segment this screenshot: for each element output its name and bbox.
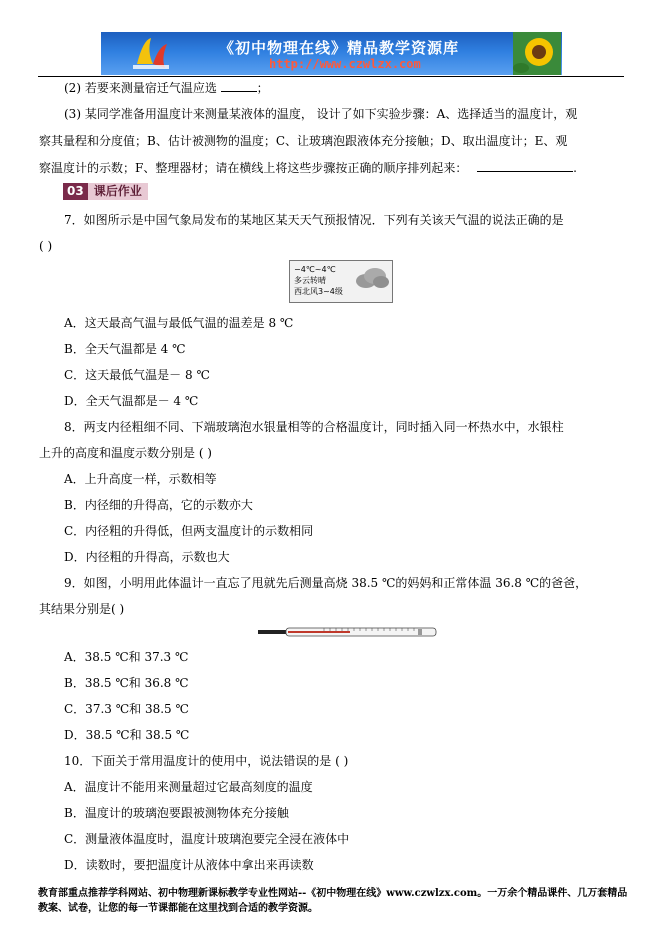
cloud-icon [354, 267, 390, 289]
option-8c[interactable]: C．内径粗的升得低，但两支温度计的示数相同 [64, 524, 314, 538]
question-7-paren: ( ) [39, 239, 53, 253]
banner-title: 《初中物理在线》精品教学资源库 [219, 39, 460, 57]
option-7a[interactable]: A．这天最高气温与最低气温的温差是 8 ℃ [64, 316, 294, 330]
question-8-stem-2: 上升的高度和温度示数分别是 ( ) [39, 446, 212, 460]
question-8-stem-1: 8．两支内径粗细不同、下端玻璃泡水银量相等的合格温度计，同时插入同一杯热水中，水银柱 [64, 420, 564, 434]
weather-desc: 多云转晴 [294, 276, 326, 285]
section-label: 课后作业 [88, 183, 148, 200]
option-10a[interactable]: A．温度计不能用来测量超过它最高刻度的温度 [64, 780, 313, 794]
option-10c[interactable]: C．测量液体温度时，温度计玻璃泡要完全浸在液体中 [64, 832, 350, 846]
question-9-stem-1: 9．如图，小明用此体温计一直忘了甩就先后测量高烧 38.5 ℃的妈妈和正常体温 36.8 ℃的爸爸， [64, 576, 588, 590]
option-8a[interactable]: A．上升高度一样，示数相等 [64, 472, 217, 486]
option-9b[interactable]: B．38.5 ℃和 36.8 ℃ [64, 676, 189, 690]
answer-blank-order[interactable] [477, 159, 573, 172]
sunflower-icon [513, 32, 561, 75]
question-3-line-2: 察其量程和分度值；B、估计被测物的温度；C、让玻璃泡跟液体充分接触；D、取出温度计；E、观 [39, 134, 568, 148]
weather-forecast-figure [289, 260, 393, 303]
option-7b[interactable]: B．全天气温都是 4 ℃ [64, 342, 186, 356]
question-3-line-1: (3) 某同学准备用温度计来测量某液体的温度， 设计了如下实验步骤：A、选择适当的温度计，观 [64, 107, 578, 121]
question-10-stem: 10．下面关于常用温度计的使用中，说法错误的是 ( ) [64, 754, 349, 768]
weather-wind: 西北风3~4级 [294, 287, 343, 296]
section-number: 03 [63, 183, 88, 200]
site-logo-icon [129, 34, 173, 74]
question-9-stem-2: 其结果分别是( ) [39, 602, 125, 616]
weather-temp: −4℃~4℃ [294, 265, 336, 274]
option-10d[interactable]: D．读数时，要把温度计从液体中拿出来再读数 [64, 858, 314, 872]
question-3-line-3: 察温度计的示数；F、整理器材；请在横线上将这些步骤按正确的顺序排列起来： . [39, 161, 577, 175]
option-7c[interactable]: C．这天最低气温是－ 8 ℃ [64, 368, 210, 382]
page-footer: 教育部重点推荐学科网站、初中物理新课标教学专业性网站--《初中物理在线》www.czwlzx.com。一万余个精品课件、几万套精品教案、试卷，让您的每一节课都能在这里找到合适的教学资源。 [38, 888, 628, 914]
option-9d[interactable]: D．38.5 ℃和 38.5 ℃ [64, 728, 190, 742]
thermometer-figure [258, 625, 438, 639]
option-8b[interactable]: B．内径细的升得高，它的示数亦大 [64, 498, 253, 512]
option-9a[interactable]: A．38.5 ℃和 37.3 ℃ [64, 650, 189, 664]
question-7-stem: 7．如图所示是中国气象局发布的某地区某天天气预报情况．下列有关该天气温的说法正确的是 [64, 213, 564, 227]
section-badge [63, 183, 148, 200]
header-divider [38, 76, 624, 77]
banner-url[interactable]: http://www.czwlzx.com [269, 57, 421, 71]
answer-blank[interactable] [221, 79, 257, 92]
option-9c[interactable]: C．37.3 ℃和 38.5 ℃ [64, 702, 189, 716]
question-2: (2) 若要来测量宿迁气温应选 ； [64, 81, 269, 95]
option-8d[interactable]: D．内径粗的升得高，示数也大 [64, 550, 230, 564]
header-banner [101, 32, 562, 75]
option-10b[interactable]: B．温度计的玻璃泡要跟被测物体充分接触 [64, 806, 289, 820]
option-7d[interactable]: D．全天气温都是－ 4 ℃ [64, 394, 199, 408]
